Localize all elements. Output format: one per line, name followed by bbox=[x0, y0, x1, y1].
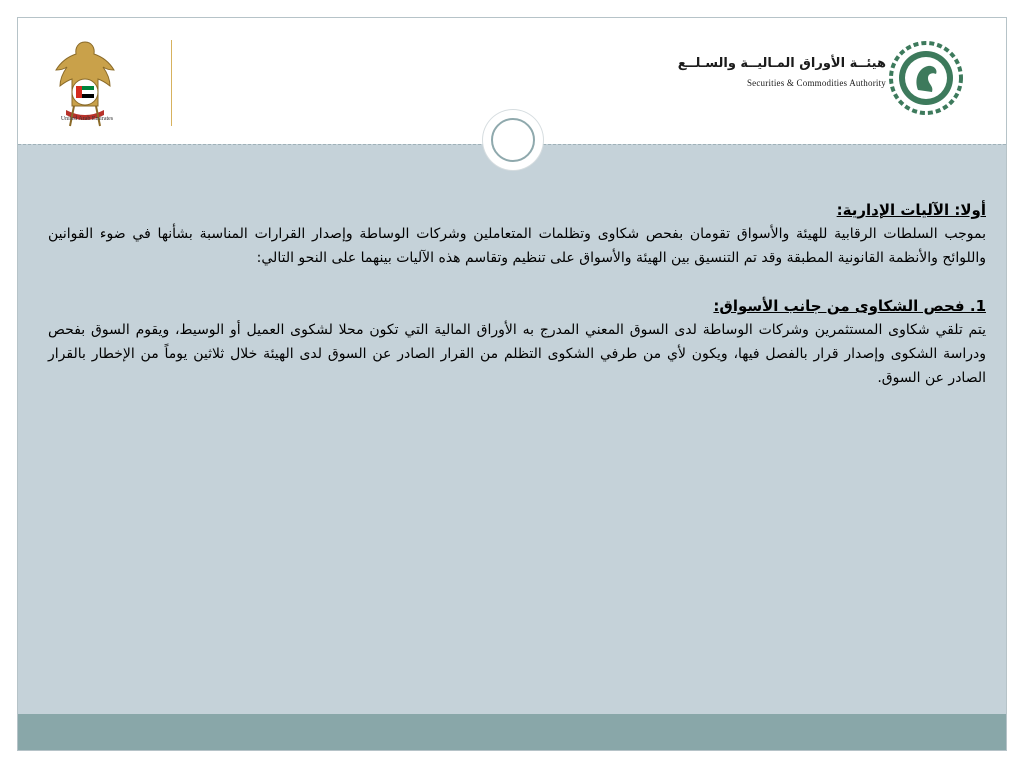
uae-caption: United Arab Emirates bbox=[60, 116, 114, 122]
slide bbox=[17, 17, 1007, 751]
sca-logo-icon bbox=[888, 40, 964, 116]
section-2-heading: 1. فحص الشكاوى من جانب الأسواق: bbox=[713, 297, 986, 315]
section-2-body: يتم تلقي شكاوى المستثمرين وشركات الوساطة لدى السوق المعني المدرج به الأوراق المالية التي تكون محلا لشكوى العميل أو الوسيط، ويقوم السوق بفحص ودراسة الشكوى وإصدار قرار بالفصل فيها، ويكون لأي من طرفي الشكوى التظلم من القرار الصادر عن السوق لدى الهيئة خلال ثلاثين يوماً من الإخطار بالقرار الصادر عن السوق. bbox=[48, 322, 986, 386]
authority-name-arabic: هيئــة الأوراق المـاليــة والسـلــع bbox=[677, 56, 886, 71]
section-1-heading: أولا: الآليات الإدارية: bbox=[836, 201, 986, 219]
slide-content bbox=[48, 198, 986, 390]
paragraph-spacer bbox=[48, 270, 986, 294]
header-divider bbox=[171, 40, 172, 126]
footer-band bbox=[18, 714, 1006, 750]
decorative-circle-ring bbox=[491, 118, 535, 162]
authority-name-english: Securities & Commodities Authority bbox=[746, 78, 886, 88]
decorative-circle bbox=[483, 110, 543, 170]
section-1-body: بموجب السلطات الرقابية للهيئة والأسواق تقومان بفحص شكاوى وتظلمات المتعاملين وشركات الوساطة وإصدار القرارات المناسبة بشأنها في ضوء القوانين واللوائح والأنظمة القانونية المطبقة وقد تم التنسيق بين الهيئة والأسواق على تنظيم وتقاسم هذه الآليات بينهما على النحو التالي: bbox=[48, 226, 986, 266]
